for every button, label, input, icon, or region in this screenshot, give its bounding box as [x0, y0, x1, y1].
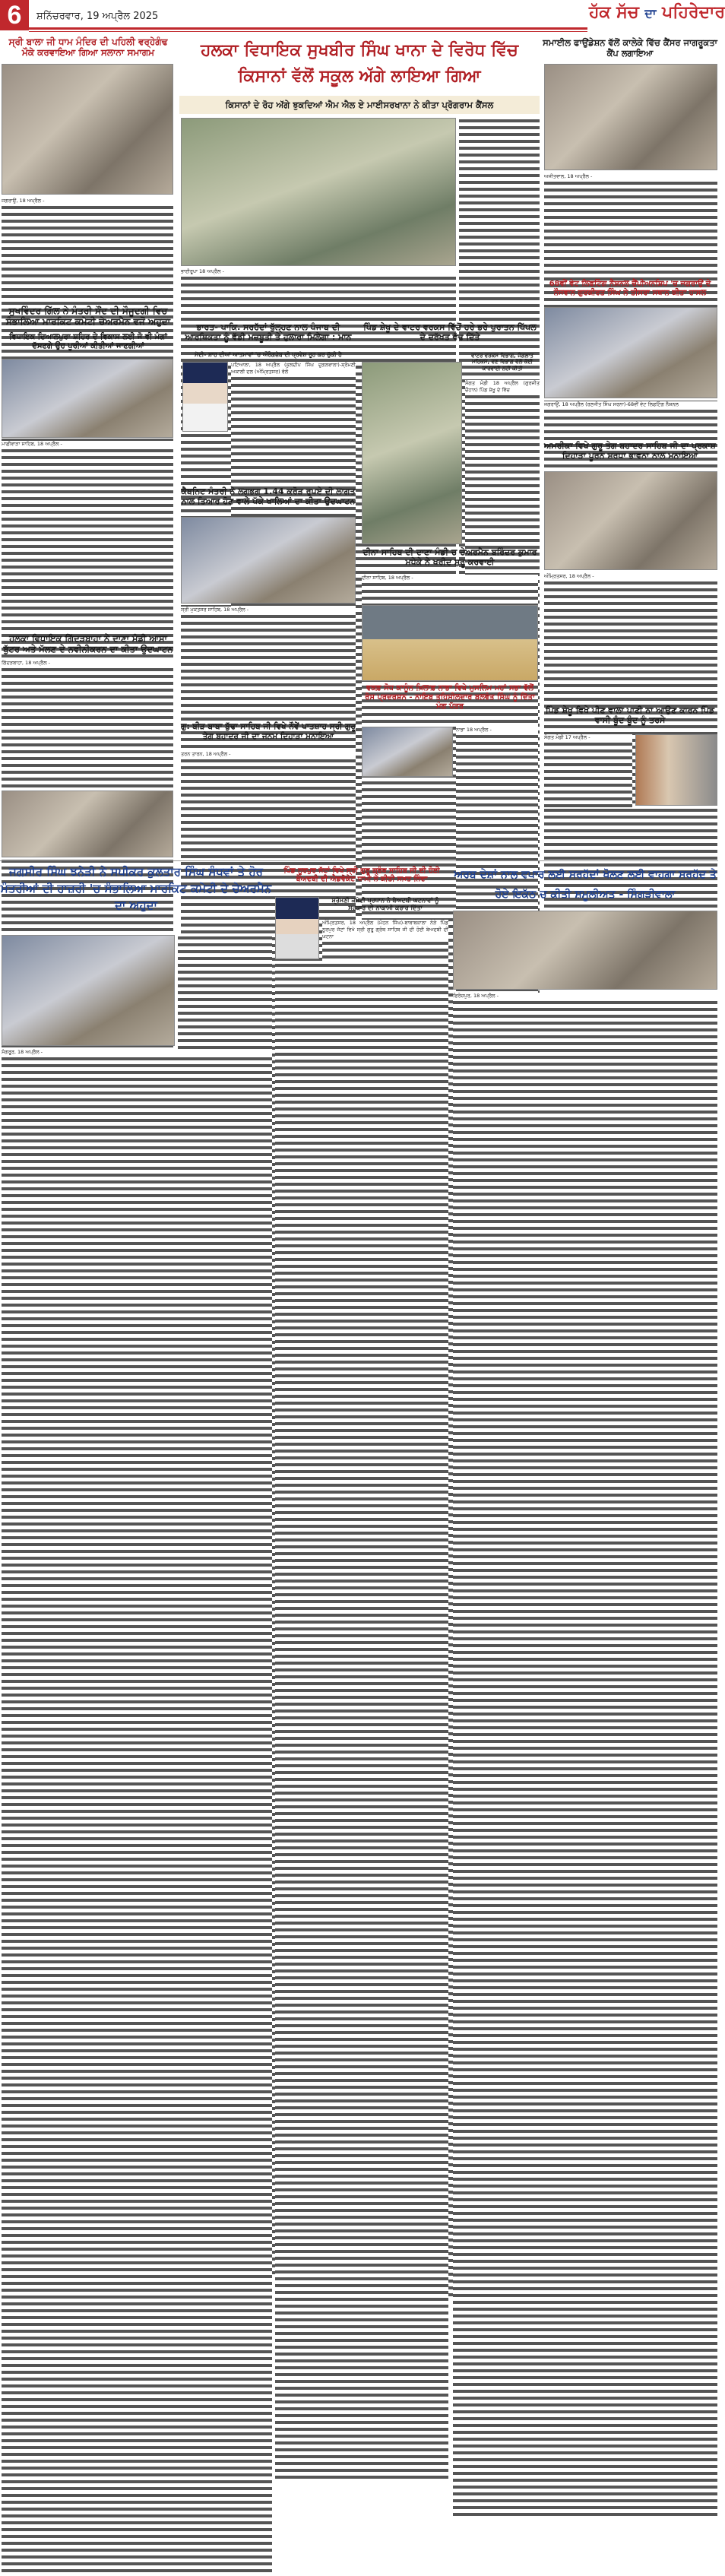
article-main — [181, 268, 456, 317]
photo-wagah — [453, 911, 717, 990]
article-lead: ਸੰਗਰੂਰ, 18 ਅਪ੍ਰੈਲ - — [2, 1049, 272, 1056]
bottom-divider — [0, 860, 718, 861]
article-gill — [2, 441, 173, 631]
article-waqf — [456, 727, 538, 856]
article-nurpur — [322, 920, 448, 959]
article-jhaneri — [2, 1049, 272, 1143]
headline-giddarbaha: ਹਲਕਾ ਵਿਧਾਇਕ ਗਿੱਦੜਬਾਹਾ ਨੇ ਦਾਣਾ ਮੰਡੀ ਆਸਾ ਬੁੱਟਰ ਅਤੇ ਮੱਲਣ ਦੇ ਨਵੀਨੀਕਰਨ ਦਾ ਕੀਤਾ ਉਦਘਾਟਨ — [3, 633, 173, 654]
photo-mann-portrait — [182, 362, 228, 432]
logo-part: ਹੱਕ ਸੱਚ — [589, 3, 639, 22]
article-nurpur-cont — [275, 962, 448, 1143]
photo-waqf-protest — [362, 727, 453, 777]
photo-weightlifting — [544, 307, 717, 398]
headline-mann: ਭਾਰਤ- ਪਾਕਿ. ਸਰਹੱਦਾਂ ਖੁੱਲ੍ਹਣ ਨਾਲ ਪੰਜਾਬ ਦੀ ਆਰਥਿਕਤਾ ਨੂੰ ਵੱਡੀ ਮਜ਼ਬੂਤੀ ਤੇ ਹੁਲਾਰਾ ਮਿਲੇਗਾ : ਮਾਨ — [185, 322, 352, 343]
photo-peepal-tree — [362, 362, 462, 544]
article-jhaneri-side — [178, 935, 272, 1046]
headline-bir-baba: ਗੁ: ਬੀੜ ਬਾਬਾ ਬੁੱਢਾ ਸਾਹਿਬ ਜੀ ਵਿਖੇ ਨੌਵੇਂ ਪਾਤਸ਼ਾਹ ਸ੍ਰੀ ਗੁਰੂ ਤੇਗ ਬਹਾਦਰ ਜੀ ਦਾ ਜਨਮ ਦਿਹਾੜਾ ਮਨਾਇਆ — [181, 722, 356, 741]
article-lead: ਜਗਰਾਉਂ, 18 ਅਪ੍ਰੈਲ (ਰਣਜੀਤ ਸਿੰਘ ਸਰਨਾ)-68ਵੀਂ ਵੇਟ ਲਿਫਟਿੰਗ ਨੈਸ਼ਨਲ — [544, 401, 717, 408]
headline-gill: ਸੁਖਵਿੰਦਰ ਗਿੱਲ ਨੇ ਮੰਤਰੀ ਸੌਂਦ ਦੀ ਮੌਜੂਦਗੀ ਵਿਚ ਸੰਭਾਲਿਆ ਮਾਰਕਿਟ ਕਮੇਟੀ ਚੇਅਰਮੈਨ ਵਜੋਂ ਅਹੁਦਾ — [5, 306, 171, 328]
article-cabinet — [181, 607, 356, 718]
photo-cabinet — [181, 517, 356, 604]
article-main-side — [459, 118, 540, 317]
subheadline-mann: ਮੋਦੀ- ਸ਼ਾਹ ਦੀਆਂ ਆਤਮਾਵਾਂ 'ਚ ਔਰੰਗਜ਼ੇਬ ਦੀ ਪ੍ਰਵੇਸ਼ ਰੂਹ ਕਰ ਚੁੱਕੀ ਹੈ — [195, 351, 342, 358]
article-lead: ਗਿੱਦੜਬਾਹਾ, 18 ਅਪ੍ਰੈਲ - — [2, 660, 173, 667]
article-sheikhu-water-cont — [544, 807, 717, 857]
masthead-rule — [29, 27, 587, 30]
masthead-rule-thin — [29, 31, 587, 32]
article-lead: ਫਿਰੋਜ਼ਪੁਰ, 18 ਅਪ੍ਰੈਲ - — [453, 993, 717, 1000]
article-lead: ਅੰਮ੍ਰਿਤਸਰ, 18 ਅਪ੍ਰੈਲ - — [544, 573, 717, 580]
photo-cancer-camp — [544, 64, 717, 170]
headline-nurpur: ਪਿੰਡ ਨੂਰਪੁਰ ਜੱਟਾਂ ਵਿਖੇ ਸ੍ਰੀ ਗੁਰੂ ਗ੍ਰੰਥ ਸਾਹਿਬ ਜੀ ਦੀ ਹੋਈ ਬੇਅਦਬੀ ਦੀ ਐਡਵੋਕੇਟ ਧਾਮੀ ਨੇ ਕੀਤੀ ਸਖ਼ਤ ਨਿੰਦਾ — [283, 867, 440, 884]
headline-sheikhu-water: ਪਿੰਡ ਸ਼ੇਖੂ ਵਿਖੇ ਪੀਣ ਵਾਲਾ ਪਾਣੀ ਨਾ ਆਉਣ ਕਾਰਨ ਪਿੰਡ ਵਾਸੀ ਬੂੰਦ ਬੂੰਦ ਨੂੰ ਤਰਸੇ — [545, 705, 715, 726]
headline-balaji: ਸ੍ਰੀ ਬਾਲਾ ਜੀ ਧਾਮ ਮੰਦਿਰ ਦੀ ਪਹਿਲੀ ਵਰ੍ਹੇਗੰਢ ਮੌਕੇ ਕਰਵਾਇਆ ਗਿਆ ਸਲਾਨਾ ਸਮਾਗਮ — [8, 36, 168, 59]
headline-cabinet: ਕੈਬਨਿਟ ਮੰਤਰੀ ਨੇ ਲਗਭਗ 1.44 ਕਰੋੜ ਰੁਪਏ ਦੀ ਲਾਗਤ ਨਾਲ ਤਿਆਰ ਹੋਣ ਵਾਲੇ ਪੱਕੇ ਖਾਲਿਆਂ ਦਾ ਕੀਤਾ ਉਦਘਾਟਨ — [181, 486, 356, 507]
headline-sheikhu-trees: ਪਿੰਡ ਸ਼ੇਖੂ ਦੇ ਵਾਟਰ ਵਰਕਸ ਵਿੱਚੋਂ ਹਰੇ ਭਰੇ ਪੁਰਾਤਨ ਪਿੱਪਲ ਦੇ ਦਰੱਖਤ ਵੱਢ ਦਿੱਤੇ — [363, 322, 537, 343]
headline-weightlifting: 68ਵੀਂ ਵੇਟ ਲਿਫਟਿੰਗ ਨੈਸ਼ਨਲ ਚੈਂਪੀਅਨਸ਼ਿਪ 'ਚ ਜਗਰਾਉਂ ਦੇ ਨੌਜਵਾਨ ਗੁਰਕੀਰਤ ਸਿੰਘ ਨੇ ਤੀਸਰਾ ਸਥਾਨ ਕੀਤਾ ਹਾਸਲ — [549, 280, 711, 297]
headline-america: ਅਮਰੀਕਾ ਵਿਖੇ ਗੁਰੂ ਤੇਗ ਬਹਾਦਰ ਸਾਹਿਬ ਜੀ ਦਾ ਪ੍ਰਕਾਸ਼ ਦਿਹਾੜਾ ਪੂਰਨ ਸ਼ਰਧਾ ਭਾਵਨਾ ਨਾਲ ਮਨਾਇਆ — [544, 441, 716, 461]
article-mann — [231, 362, 356, 483]
article-lead: ਜਗਰਾਉਂ, 18 ਅਪ੍ਰੈਲ - — [2, 198, 173, 204]
logo-part: ਦਾ — [644, 6, 657, 21]
article-lead: ਨਾਭਾ 18 ਅਪ੍ਰੈਲ - — [456, 727, 538, 734]
article-lead: ਸੰਗਤ ਮੰਡੀ 17 ਅਪ੍ਰੈਲ - — [544, 734, 632, 741]
photo-giddarbaha — [2, 791, 173, 857]
article-america — [544, 573, 717, 702]
headline-jhaneri: ਜਗਸੀਰ ਸਿੰਘ ਝਨੇੜੀ ਨੇ ਸਪੀਕਰ ਕੁਲਤਾਰ ਸਿੰਘ ਸੰਧਵਾਂ ਤੇ ਹੋਰ ਮੰਤਰੀਆਂ ਦੀ ਹਾਜ਼ਰੀ 'ਚ ਸੰਭਾਲਿਆ ਮਾਰਕਿਟ ਕਮੇਟੀ ਦੇ ਚੇਅਰਮੈਨ ਦਾ ਅਹੁਦਾ — [0, 865, 272, 912]
photo-grain-market — [362, 605, 538, 681]
article-balaji — [2, 198, 173, 303]
photo-gill — [2, 359, 173, 438]
headline-waqf: ਵਕਫ਼ ਸੋਧ ਕਾਨੂੰਨ ਖ਼ਿਲਾਫ਼ ਨਾਭਾ ਵਿਖੇ ਮੁਸਲਿਮ ਮਹਾਂ ਸਭਾ ਵੱਲੋਂ ਰੋਸ ਪ੍ਰਦਰਸ਼ਨ - ਨਾਇਬ ਤਹਿਸੀਲਦਾਰ ਬਲਵੰਤ ਸਿੰਘ ਨੂੰ ਦਿੱਤਾ ਮੰਗ ਪੱਤਰ — [365, 684, 535, 711]
article-weightlifting — [544, 401, 717, 438]
headline-main: ਹਲਕਾ ਵਿਧਾਇਕ ਸੁਖਬੀਰ ਸਿੰਘ ਖਾਨਾ ਦੇ ਵਿਰੋਧ ਵਿੱਚ ਕਿਸਾਨਾਂ ਵੱਲੋਂ ਸਕੂਲ ਅੱਗੇ ਲਾਇਆ ਗਿਆ — [200, 41, 518, 86]
article-lead: ਮਾਛੀਵਾੜਾ ਸਾਹਿਬ, 18 ਅਪ੍ਰੈਲ - — [2, 441, 173, 448]
subheadline-nurpur: ਸ਼੍ਰੋਮਣੀ ਕਮੇਟੀ ਪ੍ਰਧਾਨ ਨੇ ਬੇਅਦਬੀ ਘਟਨਾਵਾਂ ਨੂੰ ਸਰਕਾਰ ਦੀ ਨਾਕਾਮੀ ਕਰਾਰ ਦਿੱਤਾ — [331, 897, 439, 911]
photo-balaji-gathering — [2, 64, 173, 195]
subheadline-sheikhu-trees: ਵਾਟਰ ਵਰਕਸ ਵਿਭਾਗ, ਜੰਗਲਾਤ ਮਹਿਕਮੇ, ਵਣ ਵਿਭਾਗ ਵੱਲੋਂ ਕੋਈ ਕਾਰਵਾਈ ਨਹੀਂ ਕੀਤੀ — [471, 353, 533, 372]
article-sheikhu-water — [544, 734, 632, 806]
photo-farmers-protest — [181, 118, 456, 266]
article-bir-baba — [181, 751, 356, 856]
article-smile — [544, 173, 717, 277]
headline-wagah: ਅਰਬ ਦੇਸ਼ਾਂ ਨਾਲ ਵਪਾਰ ਲਈ ਸਰਹੱਦਾਂ ਖੋਲਣ ਲਈ ਵਾਹਗਾ ਸਰਹੱਦ ਤੇ ਹੋਏ ਇਕੱਠ ਚ ਕੀਤੀ ਸ਼ਮੂਲੀਅਤ - ਸਿੰਗੜੀਵਾਲਾ — [454, 869, 717, 901]
subheadline-main: ਕਿਸਾਨਾਂ ਦੇ ਰੋਹ ਅੱਗੇ ਝੁਕਦਿਆਂ ਐਮ ਐਲ ਏ ਮਾਈਸਰਖਾਨਾ ਨੇ ਕੀਤਾ ਪ੍ਰੋਗਰਾਮ ਕੈਂਸਲ — [179, 96, 540, 114]
headline-dina: ਦੀਨਾ ਸਾਹਿਬ ਦੀ ਦਾਣਾ ਮੰਡੀ ਚ ਚੇਅਰਮੈਨ ਬਰਿੰਦਰ ਕੁਮਾਰ ਮਧੇਕੇ ਨੇ ਖਰੀਦ ਸ਼ੁਰੂ ਕਰਵਾਈ — [362, 547, 537, 568]
article-lead: ਅਜੀਤਵਾਲ, 18 ਅਪ੍ਰੈਲ - — [544, 173, 717, 180]
subheadline-gill: ਵਿਧਾਇਕ ਦਿਆਲਪੁਰਾ ਸ਼ਹਿਰ ਦੇ ਵਿਕਾਸ ਲਈ ਜੋ ਵੀ ਮੰਗਾਂ ਦੱਸਣਗੇ ਉਹ ਪੂਰੀਆਂ ਕੀਤੀਆਂ ਜਾਣਗੀਆਂ — [9, 333, 167, 350]
article-lead: ਪਟਿਆਲਾ, 18 ਅਪ੍ਰੈਲ (ਕੁਲਦੀਪ ਸਿੰਘ ਦੁਗਲਵਾਲਾ)-ਸ਼੍ਰੋਮਣੀ ਅਕਾਲੀ ਦਲ (ਅੰਮ੍ਰਿਤਸਰ) ਵੱਲੋਂ — [231, 362, 356, 375]
article-lead: ਅੰਮ੍ਰਿਤਸਰ, 18 ਅਪ੍ਰੈਲ (ਮੋਹਨ ਸਿੰਘ)-ਬਾਬਾਬਕਾਲਾ ਨੇੜੇ ਪਿੰਡ ਨੂਰਪੁਰ ਜੱਟਾਂ ਵਿਖੇ ਸ੍ਰੀ ਗੁਰੂ ਗ੍ਰੰਥ ਸਾਹਿਬ ਜੀ ਦੀ ਹੋਈ ਬੇਅਦਬੀ ਦੀ ਘਟਨਾ — [322, 920, 448, 939]
article-dina — [362, 575, 538, 604]
headline-smile: ਸਮਾਈਲ ਫਾਉਂਡੇਸ਼ਨ ਵੱਲੋਂ ਕਾਲੇਕੇ ਵਿੱਚ ਕੈਂਸਰ ਜਾਗਰੂਕਤਾ ਕੈਂਪ ਲਗਾਇਆ — [543, 37, 717, 59]
article-sheikhu-trees — [465, 380, 540, 544]
photo-dhami-portrait — [275, 897, 319, 959]
article-lead: ਭਾਈਰੂਪਾ 18 ਅਪ੍ਰੈਲ - — [181, 268, 456, 275]
article-waqf-cont — [362, 780, 453, 856]
article-lead: ਤਰਨ ਤਾਰਨ, 18 ਅਪ੍ਰੈਲ - — [181, 751, 356, 758]
photo-america — [544, 471, 717, 570]
newspaper-logo — [589, 3, 725, 22]
issue-date: ਸ਼ਨਿੱਚਰਵਾਰ, 19 ਅਪ੍ਰੈਲ 2025 — [36, 11, 159, 22]
logo-part: ਪਹਿਰੇਦਾਰ — [662, 3, 725, 22]
article-lead: ਸੰਗਤ ਮੰਡੀ 18 ਅਪ੍ਰੈਲ (ਗੁਰਜੀਤ ਚੌਹਾਨ) ਪਿੰਡ ਸ਼ੇਖੂ ਦੇ ਵਿੱਚ — [465, 380, 540, 393]
photo-water-tank — [635, 734, 717, 806]
article-lead: ਦੀਨਾ ਸਾਹਿਬ, 18 ਅਪ੍ਰੈਲ - — [362, 575, 538, 581]
page-number: 6 — [0, 0, 29, 30]
article-wagah — [453, 993, 717, 1143]
photo-jhaneri — [2, 935, 175, 1046]
article-lead: ਸ੍ਰੀ ਮੁਕਤਸਰ ਸਾਹਿਬ, 18 ਅਪ੍ਰੈਲ - — [181, 607, 356, 613]
article-giddarbaha — [2, 660, 173, 789]
